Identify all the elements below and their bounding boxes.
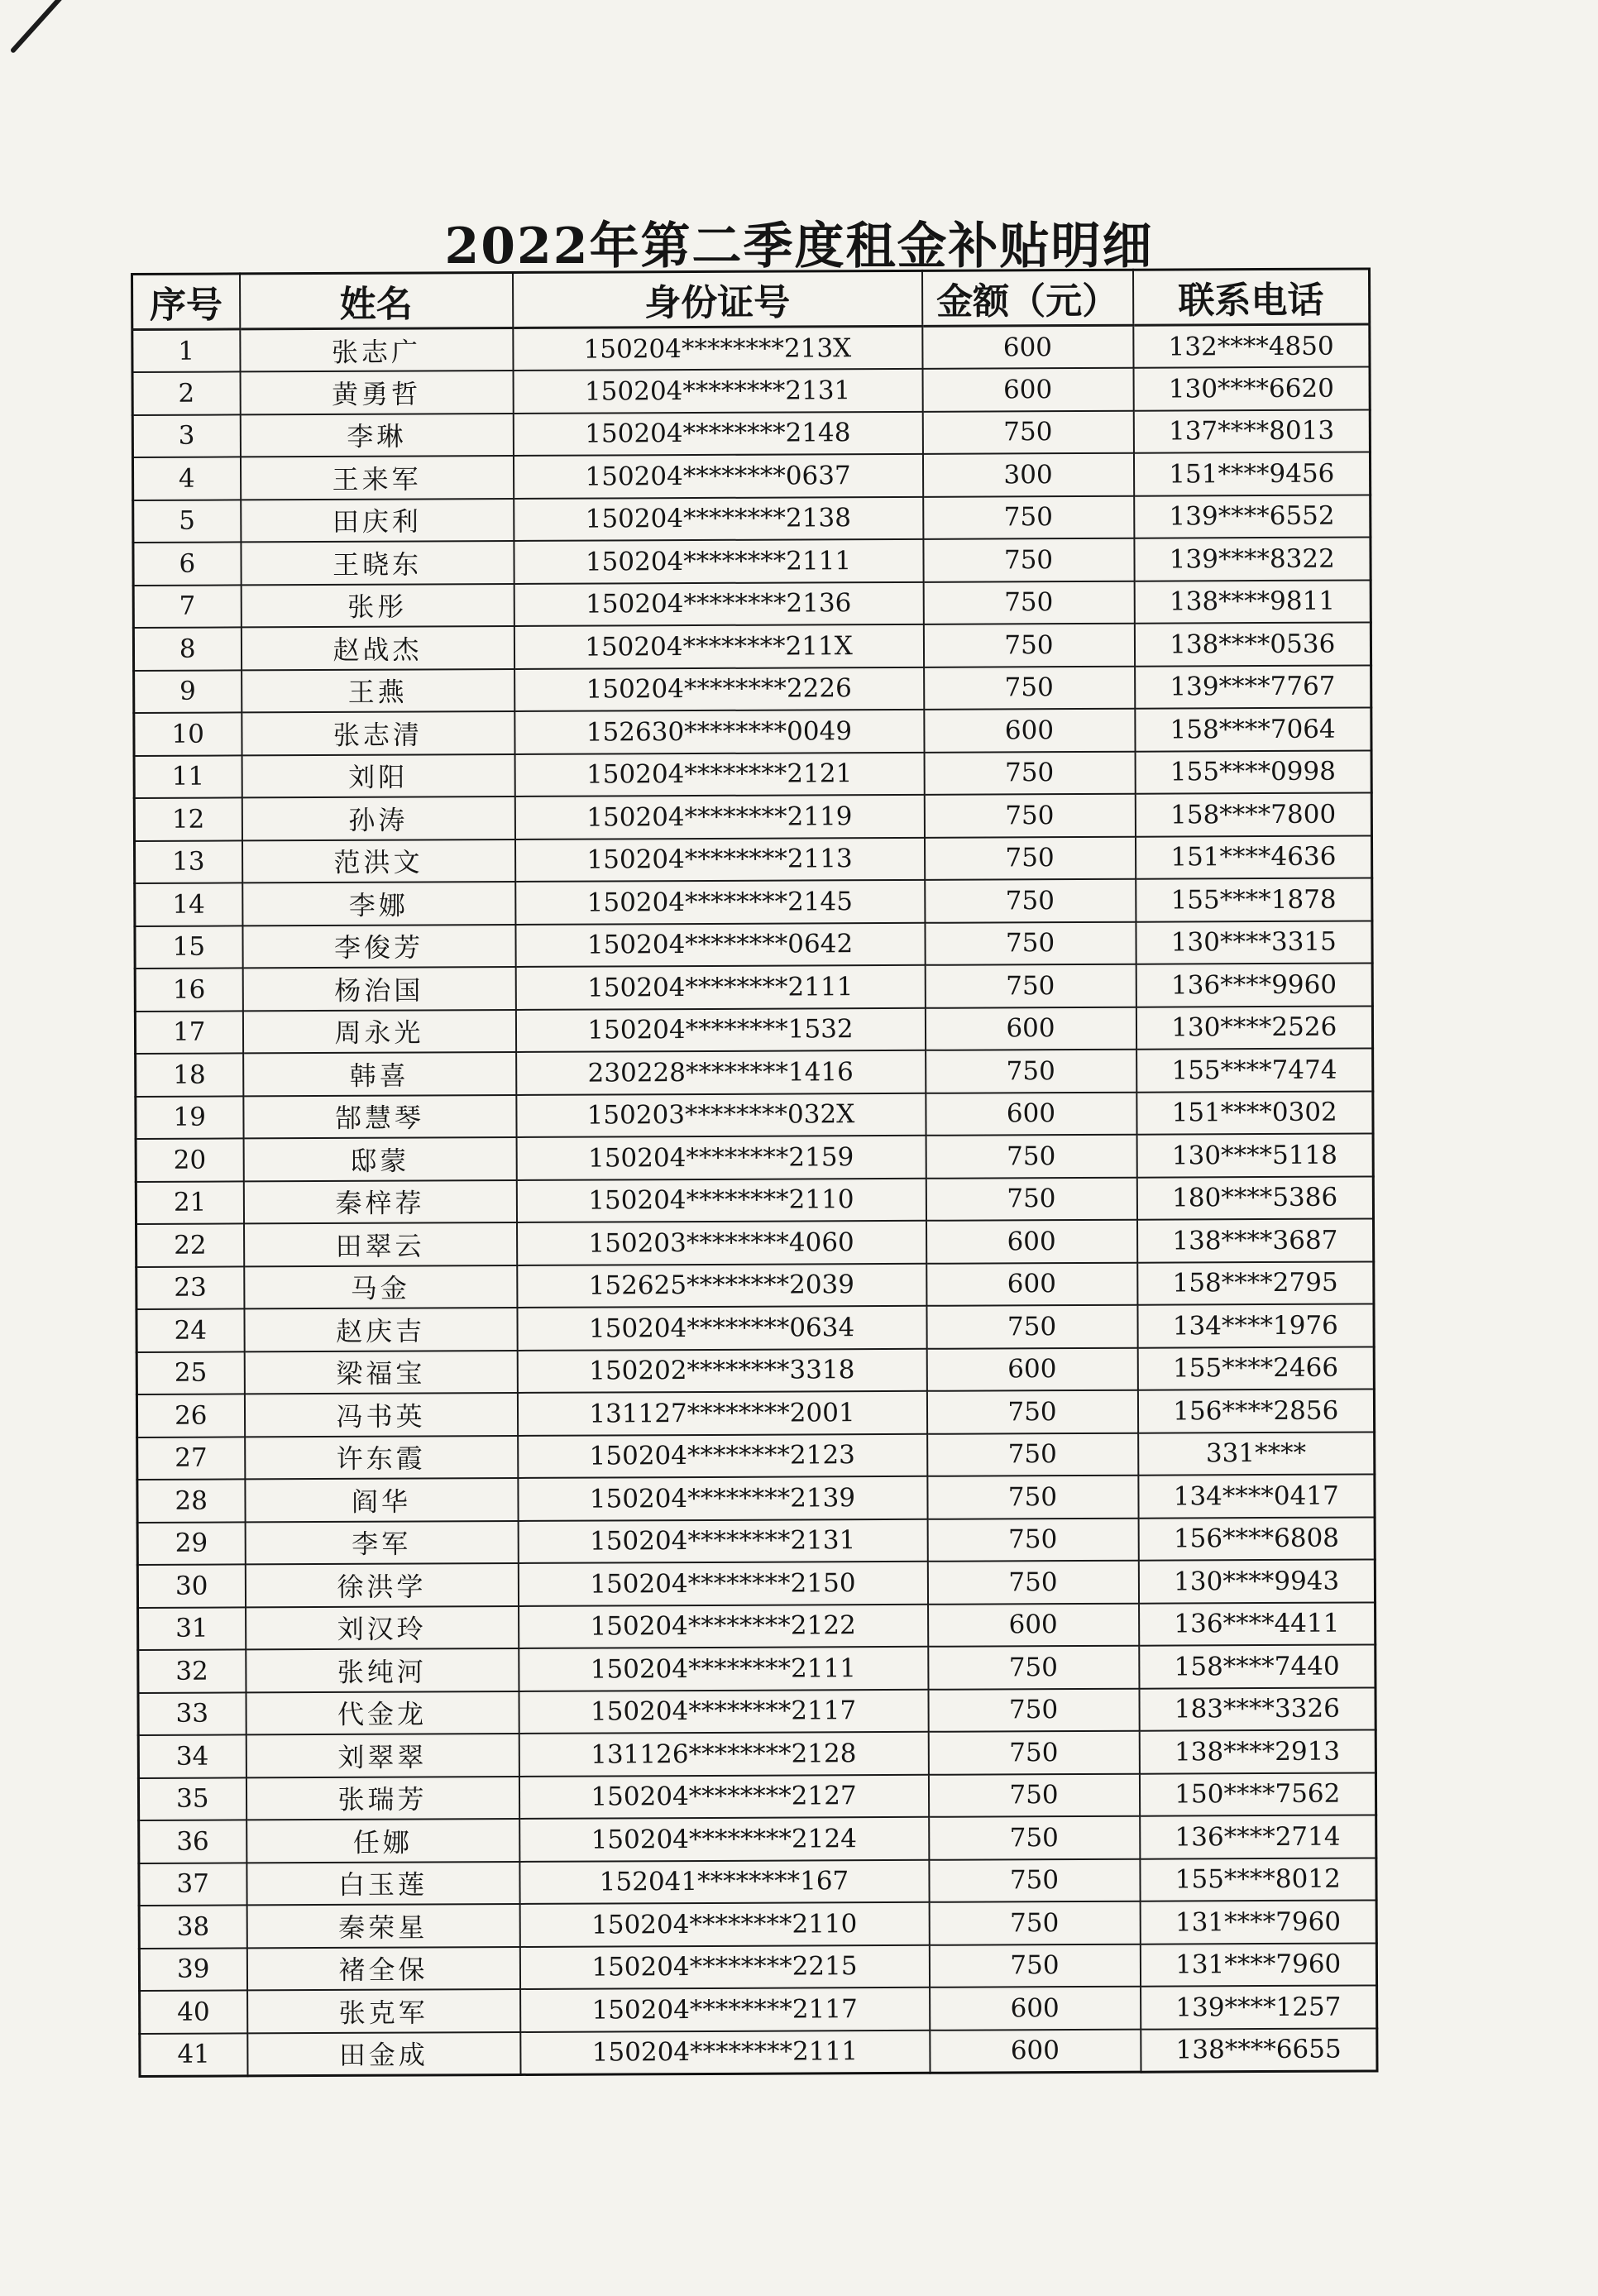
row-phone: 136****4411 — [1139, 1602, 1376, 1646]
header-id-number: 身份证号 — [513, 270, 922, 328]
row-name: 李娜 — [242, 882, 515, 926]
row-id-number: 150204********2110 — [519, 1902, 929, 1947]
row-name: 周永光 — [242, 1009, 515, 1053]
row-id-number: 150204********2119 — [514, 795, 924, 839]
row-id-number: 150204********0637 — [513, 454, 922, 499]
table-row — [140, 2028, 1377, 2076]
row-amount: 750 — [926, 1177, 1136, 1221]
row-index: 37 — [139, 1863, 246, 1906]
row-name: 田庆利 — [241, 498, 514, 542]
row-amount: 750 — [926, 1050, 1136, 1093]
row-name: 许东霞 — [245, 1435, 518, 1479]
row-phone: 138****2913 — [1139, 1729, 1376, 1773]
table-row — [132, 324, 1370, 372]
table-row — [138, 1602, 1376, 1650]
row-amount: 750 — [922, 410, 1133, 454]
table-row — [139, 1943, 1376, 1991]
row-name: 王燕 — [242, 668, 514, 712]
row-index: 13 — [134, 840, 242, 883]
row-name: 秦梓荐 — [243, 1179, 516, 1223]
row-amount: 750 — [927, 1433, 1138, 1476]
row-phone: 139****8322 — [1134, 537, 1371, 581]
row-index: 15 — [135, 926, 242, 969]
row-phone: 139****1257 — [1141, 1985, 1377, 2029]
row-id-number: 150204********1532 — [515, 1007, 925, 1052]
subsidy-table-container — [131, 267, 1376, 2077]
row-index: 23 — [136, 1266, 244, 1309]
row-id-number: 150203********4060 — [517, 1221, 926, 1265]
row-amount: 750 — [928, 1646, 1139, 1690]
row-amount: 750 — [929, 1816, 1140, 1860]
header-phone: 联系电话 — [1132, 269, 1369, 325]
table-row — [137, 1432, 1375, 1480]
row-phone: 150****7562 — [1139, 1772, 1376, 1816]
row-name: 徐洪学 — [245, 1563, 518, 1607]
row-phone: 156****6808 — [1138, 1517, 1375, 1561]
table-row — [135, 878, 1372, 926]
row-name: 任娜 — [246, 1819, 519, 1863]
row-id-number: 150204********2127 — [519, 1774, 928, 1819]
row-id-number: 150203********032X — [516, 1093, 926, 1137]
row-name: 褚全保 — [246, 1946, 519, 1990]
row-id-number: 150204********2123 — [518, 1433, 927, 1478]
table-row — [134, 750, 1371, 798]
row-id-number: 150204********2111 — [519, 1647, 928, 1691]
row-amount: 750 — [929, 1944, 1140, 1987]
row-id-number: 150204********0642 — [515, 922, 925, 967]
row-id-number: 150204********2124 — [519, 1817, 929, 1862]
row-index: 16 — [135, 968, 242, 1011]
row-id-number: 150204********2117 — [519, 1689, 928, 1734]
table-row — [138, 1644, 1376, 1692]
row-phone: 331**** — [1138, 1432, 1375, 1476]
table-row — [133, 622, 1371, 670]
row-id-number: 150204********2111 — [515, 965, 925, 1010]
table-row — [134, 835, 1371, 883]
row-phone: 138****0536 — [1134, 622, 1371, 666]
row-id-number: 150204********2145 — [515, 880, 925, 925]
row-id-number: 150204********2121 — [514, 752, 924, 796]
row-index: 31 — [138, 1607, 246, 1650]
row-id-number: 152630********0049 — [514, 710, 924, 754]
table-row — [139, 1900, 1376, 1948]
row-name: 张瑞芳 — [246, 1776, 519, 1820]
row-amount: 750 — [926, 1305, 1137, 1349]
table-row — [136, 1048, 1373, 1096]
row-phone: 136****2714 — [1140, 1815, 1376, 1858]
row-id-number: 152625********2039 — [517, 1263, 926, 1308]
row-amount: 750 — [924, 794, 1135, 838]
row-name: 秦荣星 — [246, 1904, 519, 1948]
row-name: 赵庆吉 — [244, 1308, 517, 1351]
row-id-number: 150204********2148 — [513, 411, 922, 456]
row-phone: 139****6552 — [1134, 495, 1371, 538]
row-index: 27 — [137, 1437, 245, 1480]
row-amount: 600 — [926, 1092, 1136, 1136]
table-row — [135, 963, 1372, 1011]
row-amount: 750 — [924, 751, 1135, 795]
table-row — [136, 1176, 1373, 1224]
row-index: 35 — [138, 1777, 246, 1820]
row-index: 4 — [132, 457, 240, 500]
table-header-row — [132, 269, 1370, 330]
row-index: 20 — [136, 1138, 243, 1181]
row-amount: 600 — [925, 1007, 1136, 1050]
row-name: 梁福宝 — [244, 1350, 517, 1394]
header-index: 序号 — [132, 274, 240, 330]
row-index: 14 — [135, 883, 242, 926]
row-amount: 750 — [925, 964, 1136, 1008]
row-amount: 600 — [924, 709, 1135, 753]
header-amount: 金额（元） — [921, 270, 1132, 326]
row-phone: 138****3687 — [1137, 1218, 1374, 1262]
row-id-number: 150204********2111 — [520, 2030, 930, 2074]
row-phone: 132****4850 — [1133, 324, 1370, 368]
row-phone: 134****0417 — [1138, 1474, 1375, 1518]
row-amount: 600 — [922, 368, 1133, 412]
table-row — [135, 921, 1372, 969]
row-index: 10 — [134, 712, 242, 755]
row-phone: 155****0998 — [1135, 750, 1371, 794]
row-index: 18 — [136, 1053, 243, 1096]
row-name: 李琳 — [240, 413, 513, 457]
table-row — [136, 1303, 1374, 1351]
row-name: 阎华 — [245, 1478, 518, 1522]
row-id-number: 131127********2001 — [517, 1391, 926, 1436]
row-phone: 134****1976 — [1137, 1303, 1374, 1347]
row-phone: 137****8013 — [1133, 409, 1370, 453]
row-amount: 750 — [927, 1561, 1138, 1605]
table-row — [132, 409, 1370, 457]
table-row — [133, 580, 1371, 628]
table-row — [137, 1474, 1375, 1522]
row-name: 张志广 — [240, 328, 513, 371]
row-id-number: 230228********1416 — [516, 1050, 926, 1095]
row-name: 马金 — [244, 1265, 517, 1308]
row-index: 32 — [138, 1649, 246, 1692]
table-row — [133, 537, 1371, 585]
row-id-number: 150204********213X — [513, 326, 922, 371]
row-phone: 130****5118 — [1136, 1133, 1373, 1177]
row-amount: 750 — [927, 1518, 1138, 1562]
row-id-number: 131126********2128 — [519, 1732, 928, 1777]
row-name: 杨治国 — [242, 967, 515, 1011]
row-amount: 750 — [929, 1901, 1140, 1945]
row-phone: 155****2466 — [1137, 1347, 1374, 1390]
row-amount: 750 — [923, 495, 1134, 539]
document-title: 2022年第二季度租金补贴明细 — [444, 218, 1154, 275]
row-id-number: 150204********2159 — [516, 1136, 926, 1180]
row-index: 17 — [135, 1011, 242, 1054]
row-index: 41 — [140, 2033, 247, 2076]
table-row — [136, 1389, 1374, 1437]
row-amount: 750 — [928, 1731, 1139, 1775]
row-index: 21 — [136, 1181, 243, 1224]
row-amount: 750 — [929, 1858, 1140, 1902]
row-index: 28 — [137, 1479, 245, 1522]
table-row — [137, 1517, 1375, 1565]
row-index: 33 — [138, 1692, 246, 1735]
row-name: 范洪文 — [242, 839, 514, 883]
row-index: 40 — [140, 1990, 247, 2033]
row-name: 张志清 — [242, 711, 514, 755]
row-phone: 155****8012 — [1140, 1858, 1376, 1901]
row-phone: 151****4636 — [1135, 835, 1371, 879]
table-row — [137, 1559, 1375, 1607]
row-amount: 750 — [923, 581, 1134, 624]
row-amount: 750 — [924, 836, 1135, 880]
row-index: 11 — [134, 755, 242, 798]
row-index: 7 — [133, 585, 241, 628]
row-name: 代金龙 — [246, 1691, 519, 1734]
row-phone: 130****3315 — [1136, 921, 1372, 964]
row-phone: 158****7800 — [1135, 792, 1371, 836]
table-row — [136, 1091, 1373, 1139]
row-phone: 158****7064 — [1135, 707, 1371, 751]
row-phone: 151****0302 — [1136, 1091, 1373, 1135]
row-index: 29 — [137, 1522, 245, 1565]
row-index: 34 — [138, 1734, 246, 1777]
table-row — [138, 1687, 1376, 1735]
row-amount: 600 — [922, 325, 1133, 369]
row-phone: 138****9811 — [1134, 580, 1371, 624]
row-phone: 155****1878 — [1136, 878, 1372, 921]
row-id-number: 150202********3318 — [517, 1348, 926, 1393]
row-name: 刘汉玲 — [246, 1605, 519, 1649]
row-id-number: 150204********0634 — [517, 1306, 926, 1351]
row-amount: 600 — [930, 1987, 1141, 2031]
row-id-number: 150204********2131 — [513, 369, 922, 414]
header-name: 姓名 — [240, 272, 513, 328]
table-row — [133, 495, 1371, 543]
row-amount: 750 — [925, 921, 1136, 965]
row-amount: 600 — [930, 2029, 1141, 2073]
row-index: 19 — [136, 1096, 243, 1139]
row-amount: 600 — [926, 1262, 1137, 1306]
table-row — [132, 366, 1370, 414]
row-amount: 750 — [928, 1773, 1139, 1817]
table-row — [138, 1772, 1376, 1820]
row-amount: 750 — [924, 666, 1135, 710]
subsidy-table — [131, 267, 1379, 2077]
table-row — [134, 665, 1371, 713]
row-phone: 131****7960 — [1140, 1943, 1376, 1987]
row-name: 李俊芳 — [242, 924, 515, 968]
row-phone: 180****5386 — [1136, 1176, 1373, 1220]
row-index: 2 — [132, 371, 240, 414]
row-name: 韩喜 — [243, 1052, 516, 1096]
row-phone: 130****6620 — [1133, 366, 1370, 410]
table-row — [139, 1858, 1376, 1906]
row-index: 8 — [133, 627, 241, 670]
table-row — [140, 1985, 1377, 2033]
table-row — [132, 452, 1370, 500]
row-name: 白玉莲 — [246, 1861, 519, 1905]
row-amount: 750 — [926, 1390, 1137, 1434]
table-row — [136, 1133, 1373, 1181]
row-amount: 750 — [923, 538, 1134, 582]
row-index: 1 — [132, 329, 240, 372]
row-name: 郜慧琴 — [243, 1094, 516, 1138]
row-phone: 130****2526 — [1136, 1006, 1372, 1050]
row-name: 刘翠翠 — [246, 1734, 519, 1777]
row-index: 25 — [136, 1351, 244, 1394]
table-row — [136, 1261, 1374, 1309]
row-id-number: 150204********2111 — [514, 539, 923, 584]
row-id-number: 150204********2117 — [520, 1987, 930, 2032]
row-phone: 155****7474 — [1136, 1048, 1373, 1092]
row-amount: 600 — [926, 1347, 1137, 1391]
row-name: 孙涛 — [242, 796, 514, 840]
row-amount: 750 — [926, 1135, 1136, 1179]
row-id-number: 150204********2136 — [514, 581, 923, 626]
row-id-number: 150204********2113 — [514, 837, 924, 882]
row-name: 黄勇哲 — [240, 371, 513, 414]
row-index: 26 — [136, 1394, 244, 1437]
row-id-number: 150204********211X — [514, 624, 923, 669]
row-amount: 750 — [927, 1476, 1138, 1519]
row-phone: 136****9960 — [1136, 963, 1372, 1007]
row-index: 3 — [132, 414, 240, 457]
row-name: 李军 — [245, 1520, 518, 1564]
row-index: 9 — [134, 670, 242, 713]
row-phone: 131****7960 — [1140, 1900, 1376, 1944]
table-row — [135, 1006, 1372, 1054]
row-index: 30 — [137, 1564, 245, 1607]
table-row — [134, 707, 1371, 755]
row-amount: 750 — [923, 624, 1134, 667]
row-name: 王来军 — [240, 456, 513, 500]
row-phone: 138****6655 — [1141, 2028, 1377, 2072]
row-amount: 600 — [926, 1220, 1137, 1264]
pen-stroke-mark — [10, 0, 74, 54]
row-id-number: 150204********2150 — [518, 1562, 927, 1606]
row-phone: 158****7440 — [1139, 1644, 1376, 1688]
row-name: 田翠云 — [244, 1222, 517, 1266]
row-id-number: 150204********2215 — [519, 1944, 929, 1989]
row-index: 12 — [134, 797, 242, 840]
row-index: 22 — [136, 1223, 244, 1266]
row-id-number: 150204********2110 — [516, 1178, 926, 1222]
row-index: 24 — [136, 1308, 244, 1351]
row-index: 38 — [139, 1905, 246, 1948]
row-index: 6 — [133, 542, 241, 585]
row-index: 5 — [133, 500, 241, 543]
row-name: 田金成 — [247, 2031, 520, 2075]
row-phone: 139****7767 — [1135, 665, 1371, 709]
table-body — [132, 324, 1377, 2076]
row-id-number: 152041********167 — [519, 1859, 929, 1904]
table-row — [134, 792, 1371, 840]
row-name: 邸蒙 — [243, 1137, 516, 1181]
row-id-number: 150204********2226 — [514, 667, 924, 711]
row-phone: 151****9456 — [1133, 452, 1370, 495]
row-index: 39 — [139, 1948, 246, 1991]
row-name: 张彤 — [241, 583, 514, 627]
row-amount: 750 — [928, 1688, 1139, 1732]
row-phone: 183****3326 — [1139, 1687, 1376, 1731]
table-row — [139, 1815, 1376, 1863]
row-name: 刘阳 — [242, 753, 514, 797]
row-name: 张克军 — [247, 1989, 520, 2033]
row-id-number: 150204********2139 — [518, 1476, 927, 1521]
row-id-number: 150204********2138 — [514, 496, 923, 541]
row-amount: 300 — [922, 453, 1133, 497]
row-phone: 156****2856 — [1137, 1389, 1374, 1433]
row-amount: 600 — [928, 1603, 1139, 1647]
row-name: 赵战杰 — [241, 626, 514, 670]
row-id-number: 150204********2122 — [519, 1604, 928, 1648]
row-name: 冯书英 — [244, 1393, 517, 1437]
row-amount: 750 — [925, 879, 1136, 923]
row-name: 张纯河 — [246, 1648, 519, 1692]
row-name: 王晓东 — [241, 541, 514, 585]
row-id-number: 150204********2131 — [518, 1519, 927, 1563]
table-row — [138, 1729, 1376, 1777]
table-row — [136, 1218, 1374, 1266]
row-phone: 158****2795 — [1137, 1261, 1374, 1305]
table-row — [136, 1347, 1374, 1394]
row-index: 36 — [139, 1820, 246, 1863]
row-phone: 130****9943 — [1138, 1559, 1375, 1603]
